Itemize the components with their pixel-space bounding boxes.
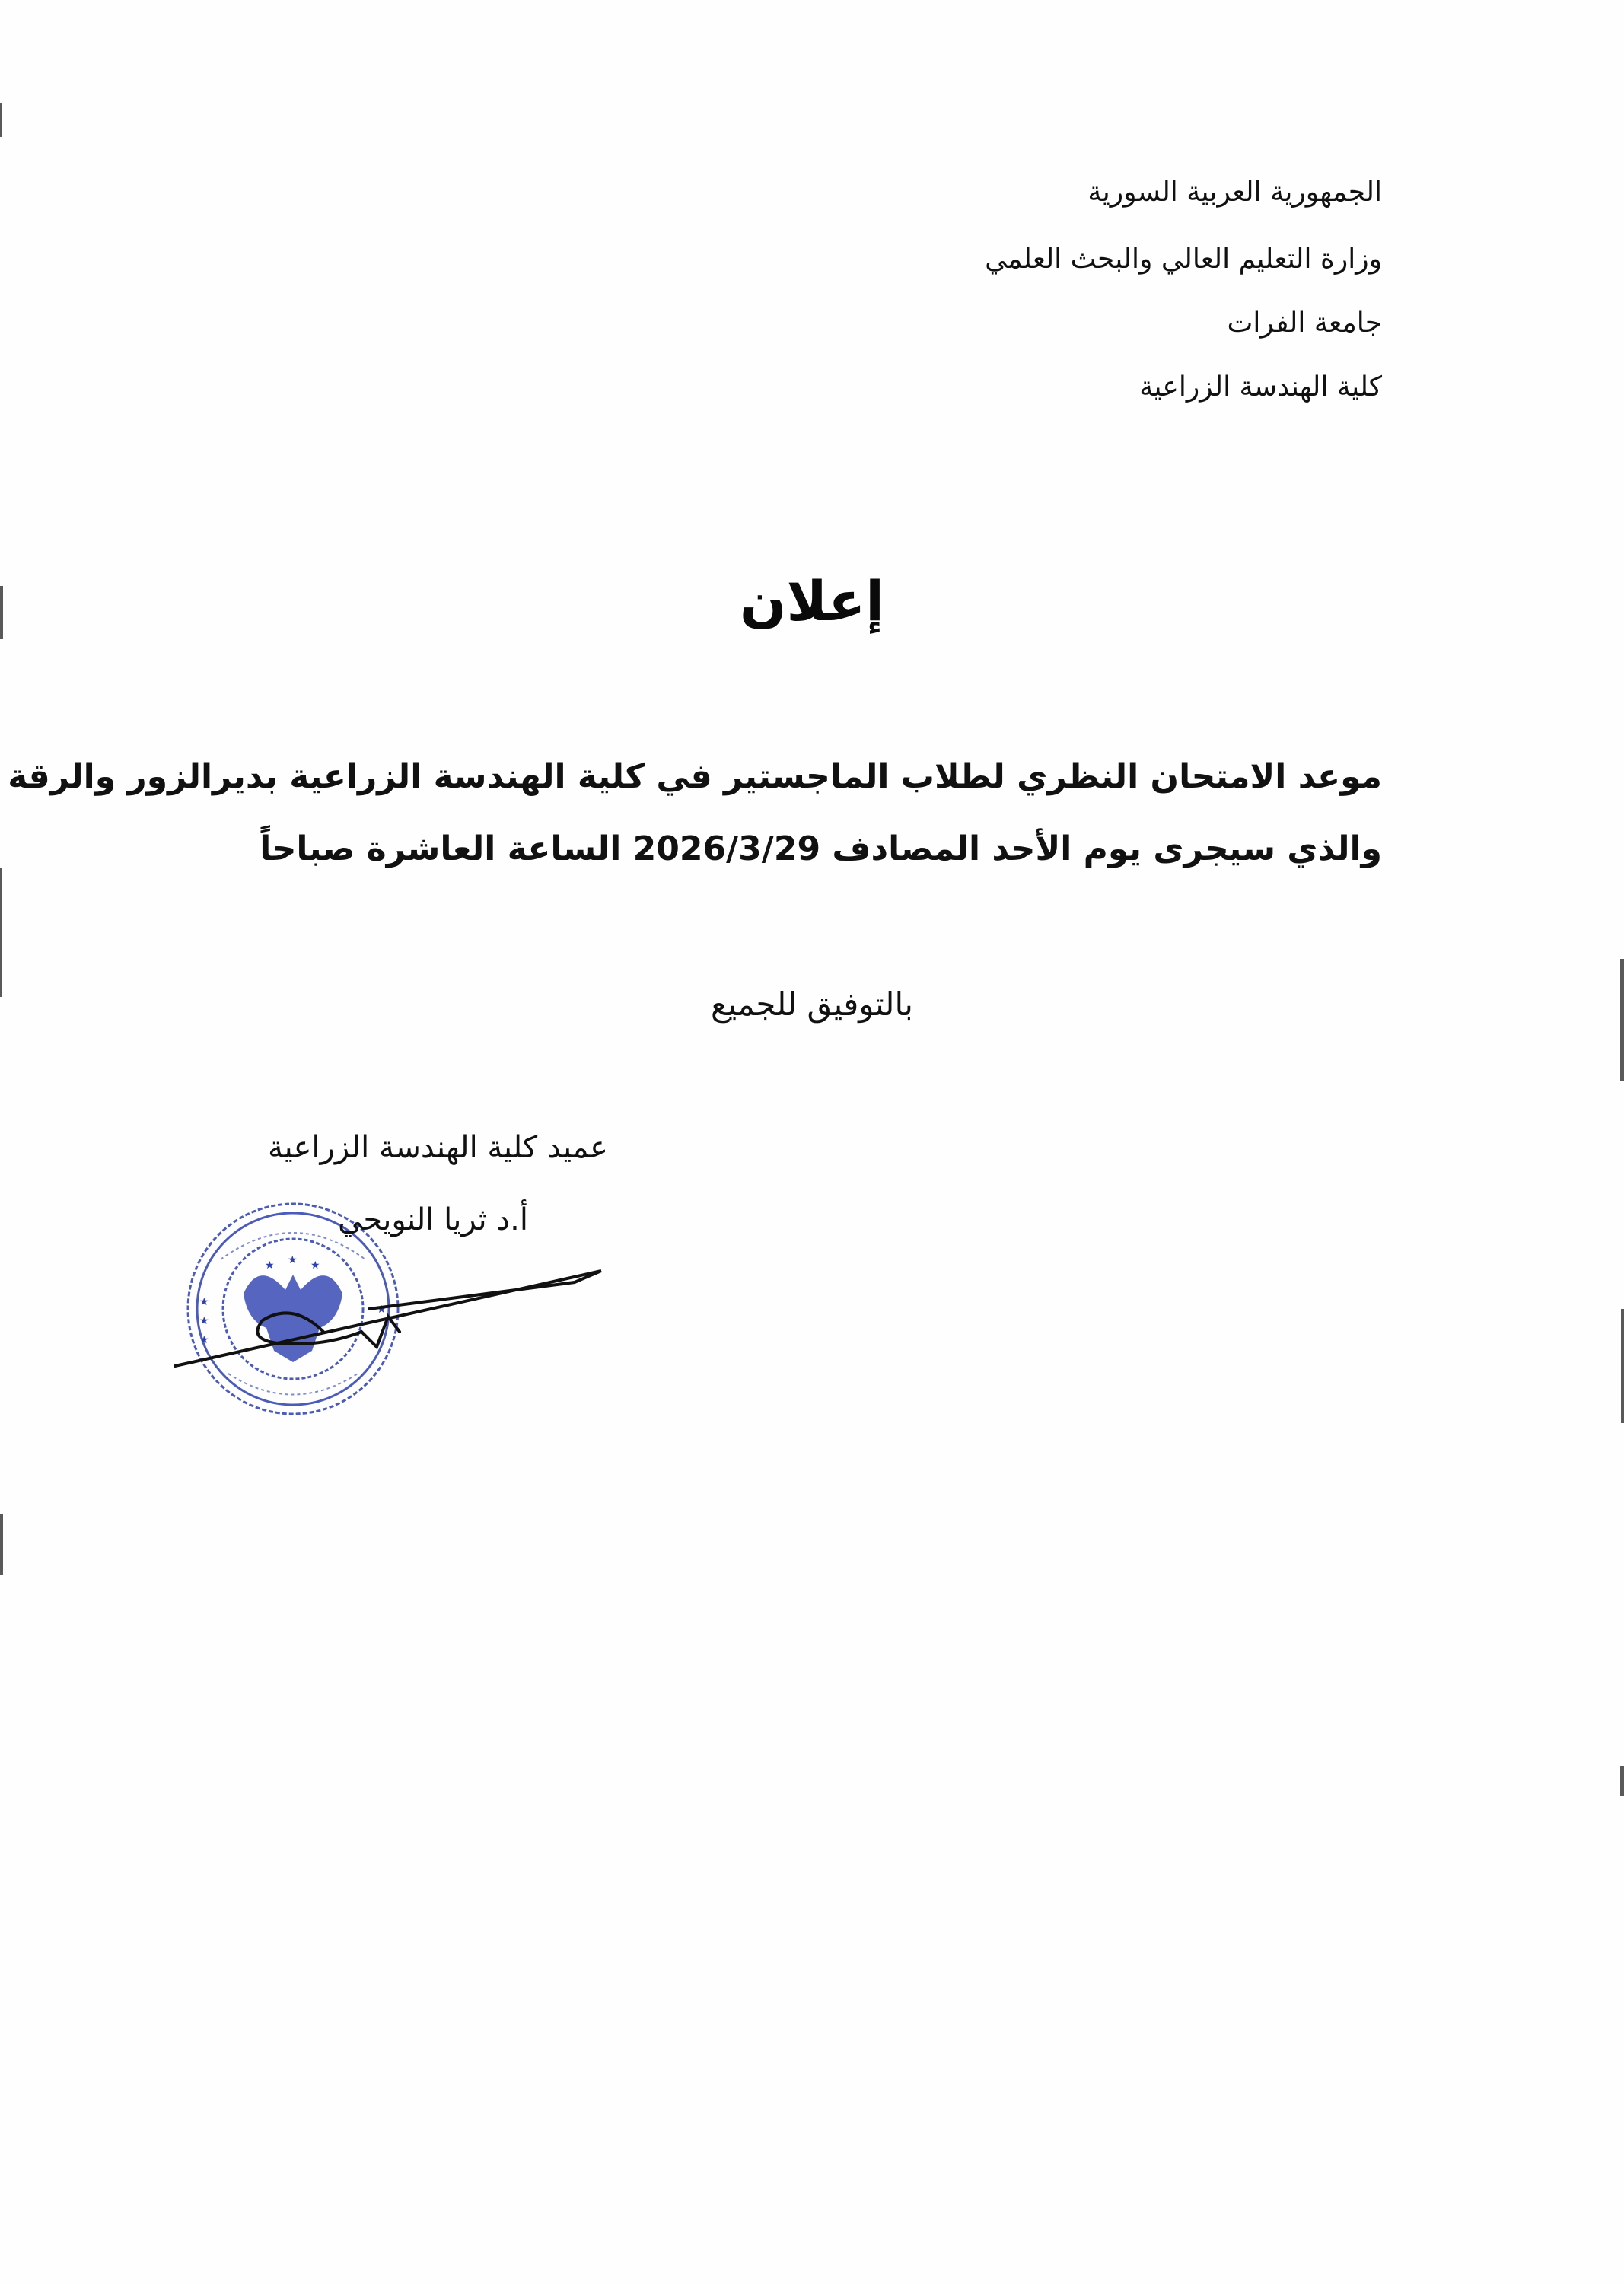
- scan-artifact: [1620, 959, 1624, 1081]
- scan-artifact: [0, 586, 3, 639]
- svg-text:★: ★: [199, 1296, 209, 1308]
- scan-artifact: [0, 103, 2, 137]
- closing-line: بالتوفيق للجميع: [711, 985, 913, 1023]
- header-faculty: كلية الهندسة الزراعية: [1139, 371, 1382, 403]
- scan-artifact: [1621, 1309, 1624, 1423]
- handwritten-signature: [171, 1248, 613, 1377]
- header-country: الجمهورية العربية السورية: [1087, 177, 1382, 208]
- header-university: جامعة الفرات: [1227, 307, 1382, 339]
- scan-artifact: [0, 1514, 3, 1575]
- announcement-title: إعلان: [740, 569, 884, 633]
- svg-text:★: ★: [199, 1334, 209, 1346]
- svg-text:★: ★: [310, 1259, 320, 1272]
- body-line: موعد الامتحان النظري لطلاب الماجستير في كلية الهندسة الزراعية بديرالزور والرقة: [8, 757, 1382, 796]
- svg-text:★: ★: [288, 1254, 298, 1266]
- signatory-name: أ.د ثريا النويحي: [338, 1202, 528, 1237]
- scan-artifact: [1620, 1766, 1624, 1796]
- svg-text:★: ★: [199, 1315, 209, 1327]
- svg-text:★: ★: [377, 1304, 387, 1316]
- svg-text:★: ★: [265, 1259, 275, 1272]
- body-line: والذي سيجرى يوم الأحد المصادف 2026/3/29 الساعة العاشرة صباحاً: [260, 829, 1382, 868]
- signatory-position: عميد كلية الهندسة الزراعية: [268, 1130, 608, 1165]
- scan-artifact: [0, 868, 2, 997]
- header-ministry: وزارة التعليم العالي والبحث العلمي: [985, 244, 1382, 275]
